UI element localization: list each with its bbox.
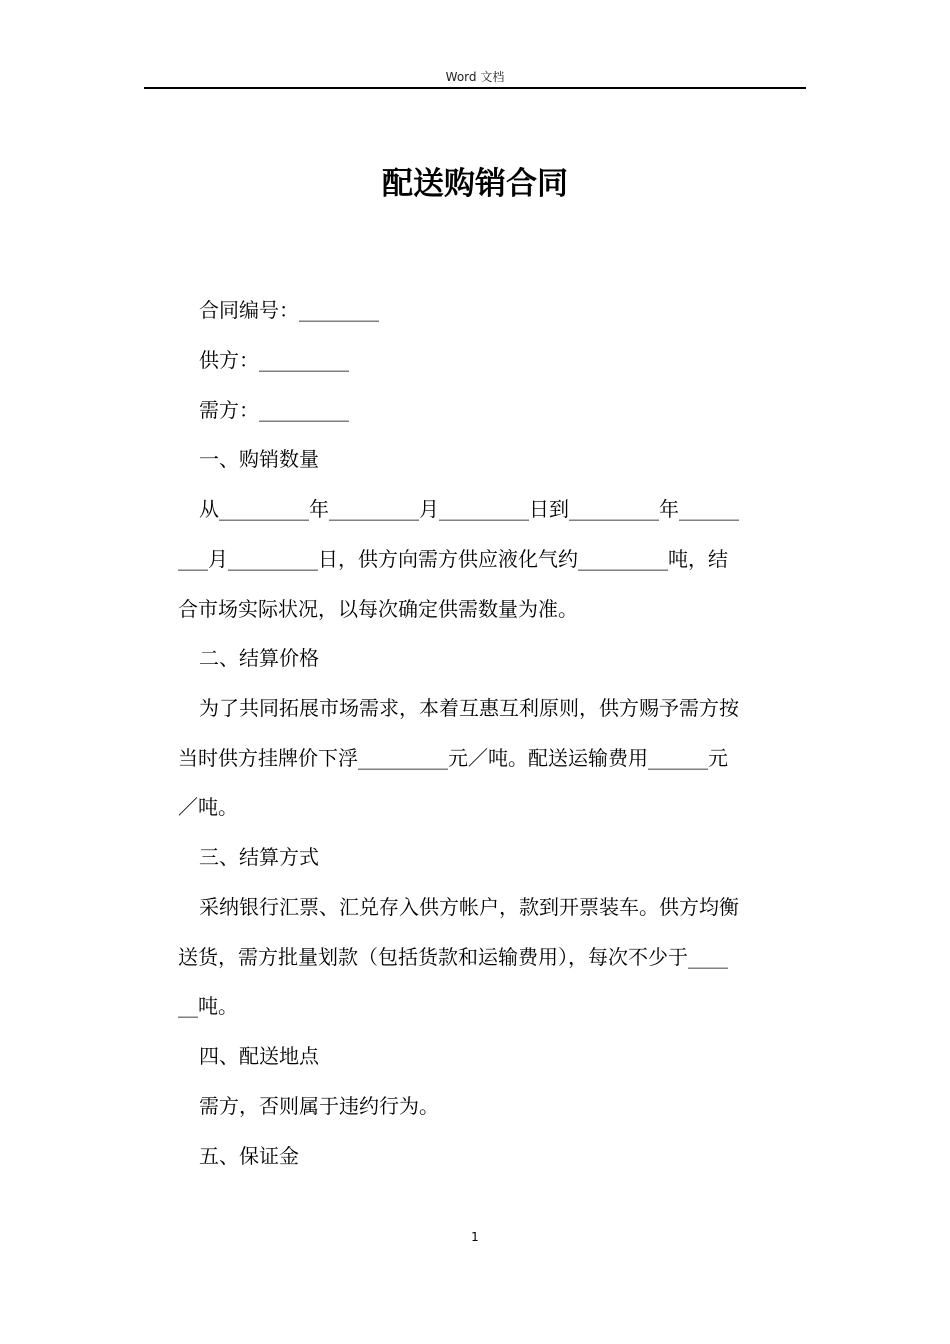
paragraph-line: 当时供方挂牌价下浮_________元／吨。配送运输费用______元 [178, 746, 728, 770]
header-divider [144, 87, 806, 89]
paragraph-line: __吨。 [178, 994, 238, 1018]
section-heading-price: 二、结算价格 [199, 646, 319, 670]
section-heading-settlement: 三、结算方式 [199, 845, 319, 869]
page-number: 1 [471, 1230, 479, 1244]
document-title: 配送购销合同 [382, 166, 568, 202]
supplier-line: 供方：_________ [199, 348, 349, 372]
section-heading-deposit: 五、保证金 [199, 1144, 299, 1168]
paragraph-line: 送货，需方批量划款（包括货款和运输费用），每次不少于____ [178, 945, 728, 969]
buyer-line: 需方：_________ [199, 398, 349, 422]
paragraph-line: ___月_________日，供方向需方供应液化气约_________吨，结 [178, 547, 728, 571]
paragraph-line: 需方，否则属于违约行为。 [199, 1094, 439, 1118]
paragraph-line: 采纳银行汇票、汇兑存入供方帐户，款到开票装车。供方均衡 [199, 895, 739, 919]
paragraph-line: 合市场实际状况，以每次确定供需数量为准。 [178, 597, 578, 621]
section-heading-location: 四、配送地点 [199, 1044, 319, 1068]
section-heading-quantity: 一、购销数量 [199, 447, 319, 471]
contract-number-line: 合同编号：________ [199, 298, 379, 322]
page-header: Word 文档 [445, 70, 505, 84]
paragraph-line: 为了共同拓展市场需求，本着互惠互利原则，供方赐予需方按 [199, 696, 739, 720]
paragraph-line: ／吨。 [178, 795, 238, 819]
paragraph-line: 从_________年_________月_________日到_________年______ [199, 497, 739, 521]
